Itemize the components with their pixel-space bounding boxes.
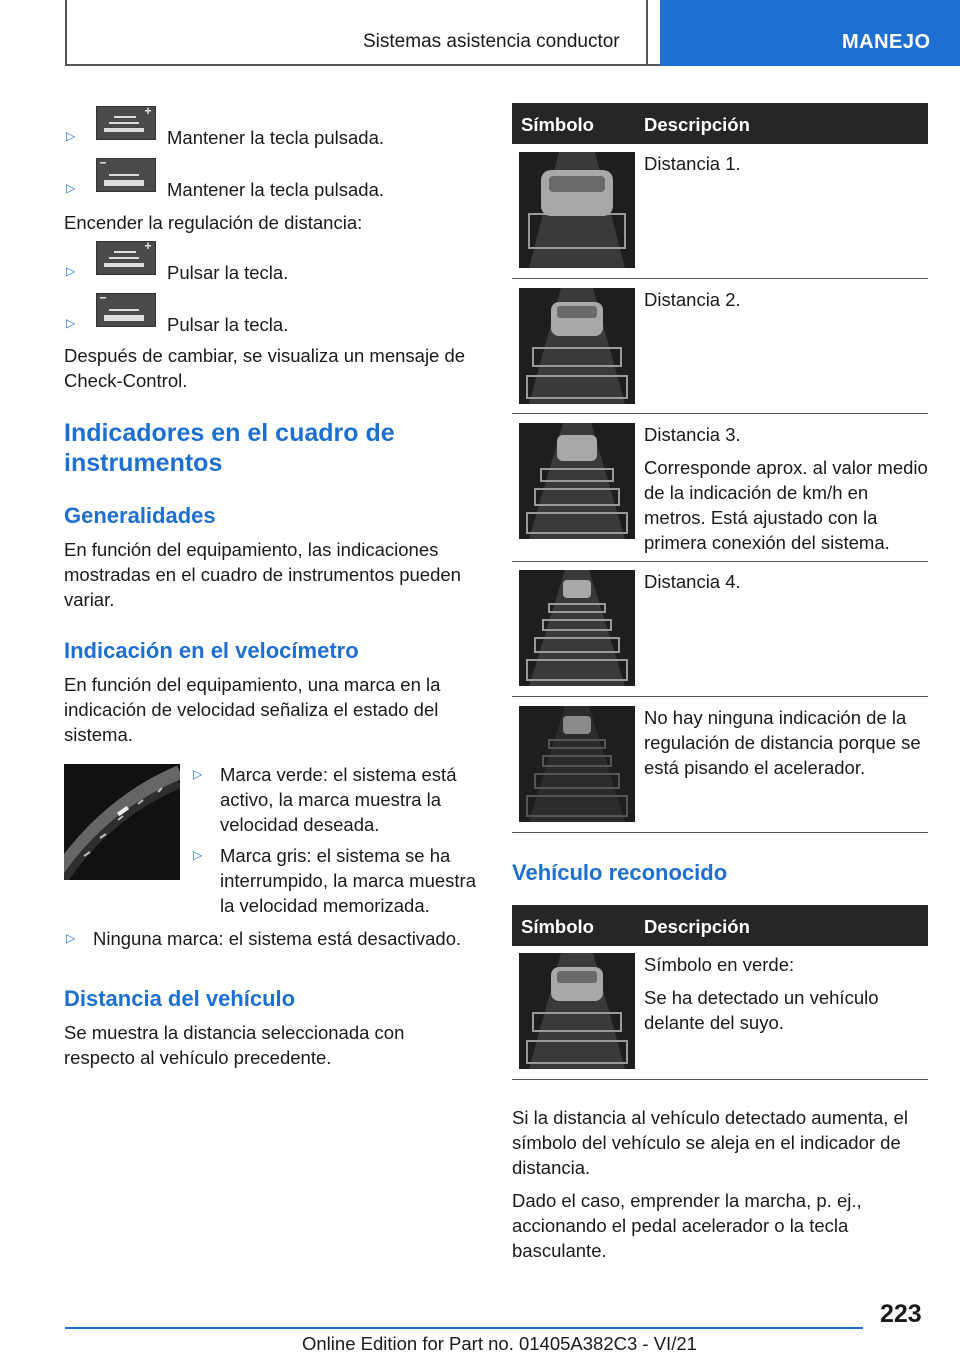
row-divider [512, 1079, 928, 1080]
vehicle-recognized-symbol [519, 953, 635, 1069]
row-text: Distancia 4. [644, 571, 741, 592]
bullet-triangle-icon: ▷ [193, 767, 203, 781]
row-extra-text: Corresponde aprox. al valor medio de la indicación de km/h en metros. Está ajustado con la primera conexión del sistema. [644, 457, 928, 553]
speedometer-text: En función del equipamiento, una marca en la indicación de velocidad señaliza el estado del sistema. [64, 674, 441, 745]
footer-rule [65, 1327, 863, 1329]
distance-4-symbol [519, 570, 635, 686]
subheading-vehicle-recognized: Vehículo reconocido [512, 860, 728, 885]
general-text: En función del equipamiento, las indicaciones mostradas en el cuadro de instrumentos pueden variar. [64, 539, 461, 610]
distance-2-symbol [519, 288, 635, 404]
distance-1-symbol [519, 152, 635, 268]
row-text: Distancia 1. [644, 153, 741, 174]
bullet-triangle-icon: ▷ [193, 848, 203, 862]
page-number: 223 [880, 1300, 922, 1328]
footer-edition: Online Edition for Part no. 01405A382C3 - VI/21 [302, 1333, 697, 1354]
column-header-description: Descripción [644, 916, 750, 937]
table-header [512, 905, 928, 946]
row-text: Distancia 3. [644, 424, 741, 445]
bullet-triangle-icon: ▷ [66, 129, 76, 143]
distance-decrease-key-icon [96, 293, 156, 327]
row-divider [512, 278, 928, 279]
table-row-description [644, 422, 928, 563]
row-divider [512, 832, 928, 833]
switch-on-text: Encender la regulación de distancia: [64, 212, 363, 233]
table-row-description [644, 705, 928, 788]
header-section-label: MANEJO [842, 31, 931, 53]
after-change-text: Después de cambiar, se visualiza un mensaje de Check-Control. [64, 345, 466, 391]
start-driving-text: Dado el caso, emprender la marcha, p. ej., accionando el pedal acelerador o la tecla basculante. [512, 1190, 862, 1261]
bullet-text: Mantener la tecla pulsada. [167, 179, 384, 200]
subheading-general: Generalidades [64, 503, 216, 528]
table-header [512, 103, 928, 144]
table-row-description [644, 569, 928, 602]
row-divider [512, 413, 928, 414]
bullet-text: Mantener la tecla pulsada. [167, 127, 384, 148]
subheading-distance: Distancia del vehículo [64, 986, 296, 1011]
bullet-text: Pulsar la tecla. [167, 314, 289, 335]
bullet-triangle-icon: ▷ [66, 931, 76, 945]
distance-info-text: Si la distancia al vehículo detectado aumenta, el símbolo del vehículo se aleja en el indicador de distancia. [512, 1107, 908, 1178]
subheading-speedometer: Indicación en el velocímetro [64, 638, 359, 663]
row-text: Distancia 2. [644, 289, 741, 310]
accelerator-override-symbol [519, 706, 635, 822]
table-row-description [644, 287, 928, 320]
bullet-triangle-icon: ▷ [66, 264, 76, 278]
bullet-text: Marca verde: el sistema está activo, la marca muestra la velocidad deseada. [220, 764, 457, 835]
row-extra-text: Se ha detectado un vehículo delante del suyo. [644, 987, 879, 1033]
distance-decrease-key-icon [96, 158, 156, 192]
distance-text: Se muestra la distancia seleccionada con respecto al vehículo precedente. [64, 1022, 405, 1068]
row-divider [512, 561, 928, 562]
row-text: Símbolo en verde: [644, 954, 795, 975]
column-header-symbol: Símbolo [521, 916, 594, 937]
speedometer-mark-image [64, 764, 180, 880]
row-text: No hay ninguna indicación de la regulación de distancia porque se está pisando el acelerador. [644, 707, 921, 778]
bullet-triangle-icon: ▷ [66, 316, 76, 330]
section-heading: Indicadores en el cuadro de instrumentos [64, 419, 395, 477]
column-header-description: Descripción [644, 114, 750, 135]
table-row-description [644, 151, 928, 184]
distance-increase-key-icon [96, 106, 156, 140]
distance-3-symbol [519, 423, 635, 539]
bullet-text: Ninguna marca: el sistema está desactivado. [93, 928, 462, 949]
table-row-description [644, 952, 928, 1043]
distance-increase-key-icon [96, 241, 156, 275]
bullet-triangle-icon: ▷ [66, 181, 76, 195]
bullet-text: Marca gris: el sistema se ha interrumpido, la marca muestra la velocidad memorizada. [220, 845, 477, 916]
column-header-symbol: Símbolo [521, 114, 594, 135]
header-title: Sistemas asistencia conductor [363, 31, 620, 52]
row-divider [512, 696, 928, 697]
bullet-text: Pulsar la tecla. [167, 262, 289, 283]
